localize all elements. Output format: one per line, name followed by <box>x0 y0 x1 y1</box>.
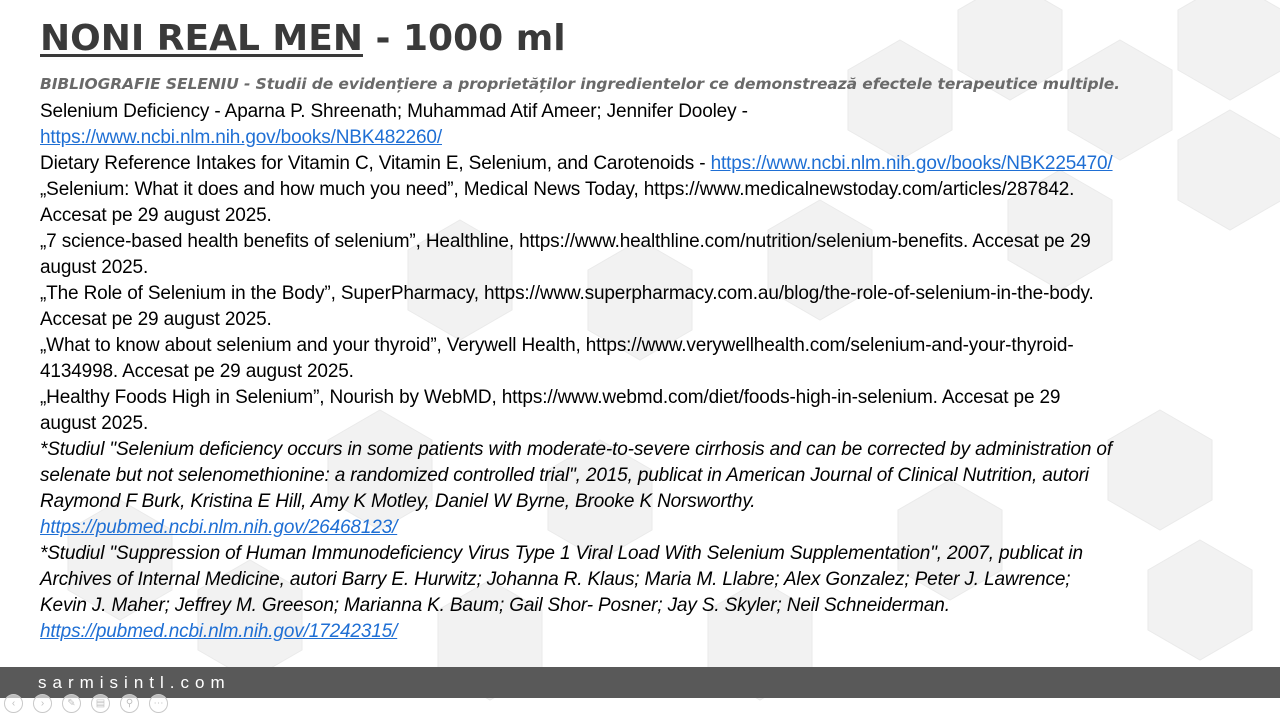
footer-website: sarmisintl.com <box>38 673 231 692</box>
slide-content <box>40 14 1268 645</box>
study-1-link[interactable]: https://pubmed.ncbi.nlm.nih.gov/26468123/ <box>40 517 398 538</box>
reference-2-text: Dietary Reference Intakes for Vitamin C, Vitamin E, Selenium, and Carotenoids - <box>40 153 711 174</box>
pen-icon[interactable]: ✎ <box>62 694 81 713</box>
study-2-link[interactable]: https://pubmed.ncbi.nlm.nih.gov/17242315/ <box>40 621 398 642</box>
reference-7-line-1: „Healthy Foods High in Selenium”, Nourish by WebMD, https://www.webmd.com/diet/foods-high-in-selenium. Accesat pe 29 <box>40 387 1061 408</box>
previous-icon[interactable]: ‹ <box>4 694 23 713</box>
reference-2-link[interactable]: https://www.ncbi.nlm.nih.gov/books/NBK225470/ <box>710 153 1113 174</box>
reference-7-line-2: august 2025. <box>40 413 149 434</box>
page-title <box>40 14 1268 64</box>
slideshow-controls <box>4 694 168 716</box>
study-1-line-1: *Studiul "Selenium deficiency occurs in some patients with moderate-to-severe cirrhosis and can be corrected by administration of <box>40 439 1112 460</box>
reference-2 <box>40 151 1268 177</box>
product-volume: - 1000 ml <box>362 18 566 59</box>
brand-name: NONI REAL MEN <box>40 18 363 59</box>
reference-3-line-1: „Selenium: What it does and how much you need”, Medical News Today, https://www.medicalnewstoday.com/articles/287842. <box>40 179 1075 200</box>
slides-icon[interactable]: ▤ <box>91 694 110 713</box>
reference-1-link[interactable]: https://www.ncbi.nlm.nih.gov/books/NBK482260/ <box>40 127 442 148</box>
reference-1-text: Selenium Deficiency - Aparna P. Shreenath; Muhammad Atif Ameer; Jennifer Dooley - <box>40 101 748 122</box>
reference-list <box>40 99 1268 645</box>
reference-3-line-2: Accesat pe 29 august 2025. <box>40 205 272 226</box>
zoom-icon[interactable]: ⚲ <box>120 694 139 713</box>
study-2-line-3: Kevin J. Maher; Jeffrey M. Greeson; Marianna K. Baum; Gail Shor- Posner; Jay S. Skyler; Neil Schneiderman. <box>40 595 950 616</box>
footer-bar <box>0 667 1280 698</box>
next-icon[interactable]: › <box>33 694 52 713</box>
page-subtitle: BIBLIOGRAFIE SELENIU - Studii de evidențiere a proprietăților ingredientelor ce demonstrează efectele terapeutice multiple. <box>40 75 1120 93</box>
study-1-line-2: selenate but not selenomethionine: a randomized controlled trial", 2015, publicat in American Journal of Clinical Nutrition, autori <box>40 465 1089 486</box>
reference-5-line-2: Accesat pe 29 august 2025. <box>40 309 272 330</box>
reference-6-line-2: 4134998. Accesat pe 29 august 2025. <box>40 361 354 382</box>
reference-4-line-2: august 2025. <box>40 257 149 278</box>
reference-4-line-1: „7 science-based health benefits of selenium”, Healthline, https://www.healthline.com/nutrition/selenium-benefits. Accesat pe 29 <box>40 231 1091 252</box>
reference-5-line-1: „The Role of Selenium in the Body”, SuperPharmacy, https://www.superpharmacy.com.au/blog/the-role-of-selenium-in-the-body. <box>40 283 1094 304</box>
reference-6-line-1: „What to know about selenium and your thyroid”, Verywell Health, https://www.verywellhealth.com/selenium-and-your-thyroid- <box>40 335 1074 356</box>
more-icon[interactable]: ⋯ <box>149 694 168 713</box>
study-2-line-2: Archives of Internal Medicine, autori Barry E. Hurwitz; Johanna R. Klaus; Maria M. Llabre; Alex Gonzalez; Peter J. Lawrence; <box>40 569 1071 590</box>
study-2-line-1: *Studiul "Suppression of Human Immunodeficiency Virus Type 1 Viral Load With Selenium Supplementation", 2007, publicat in <box>40 543 1083 564</box>
study-1-line-3: Raymond F Burk, Kristina E Hill, Amy K Motley, Daniel W Byrne, Brooke K Norsworthy. <box>40 491 756 512</box>
